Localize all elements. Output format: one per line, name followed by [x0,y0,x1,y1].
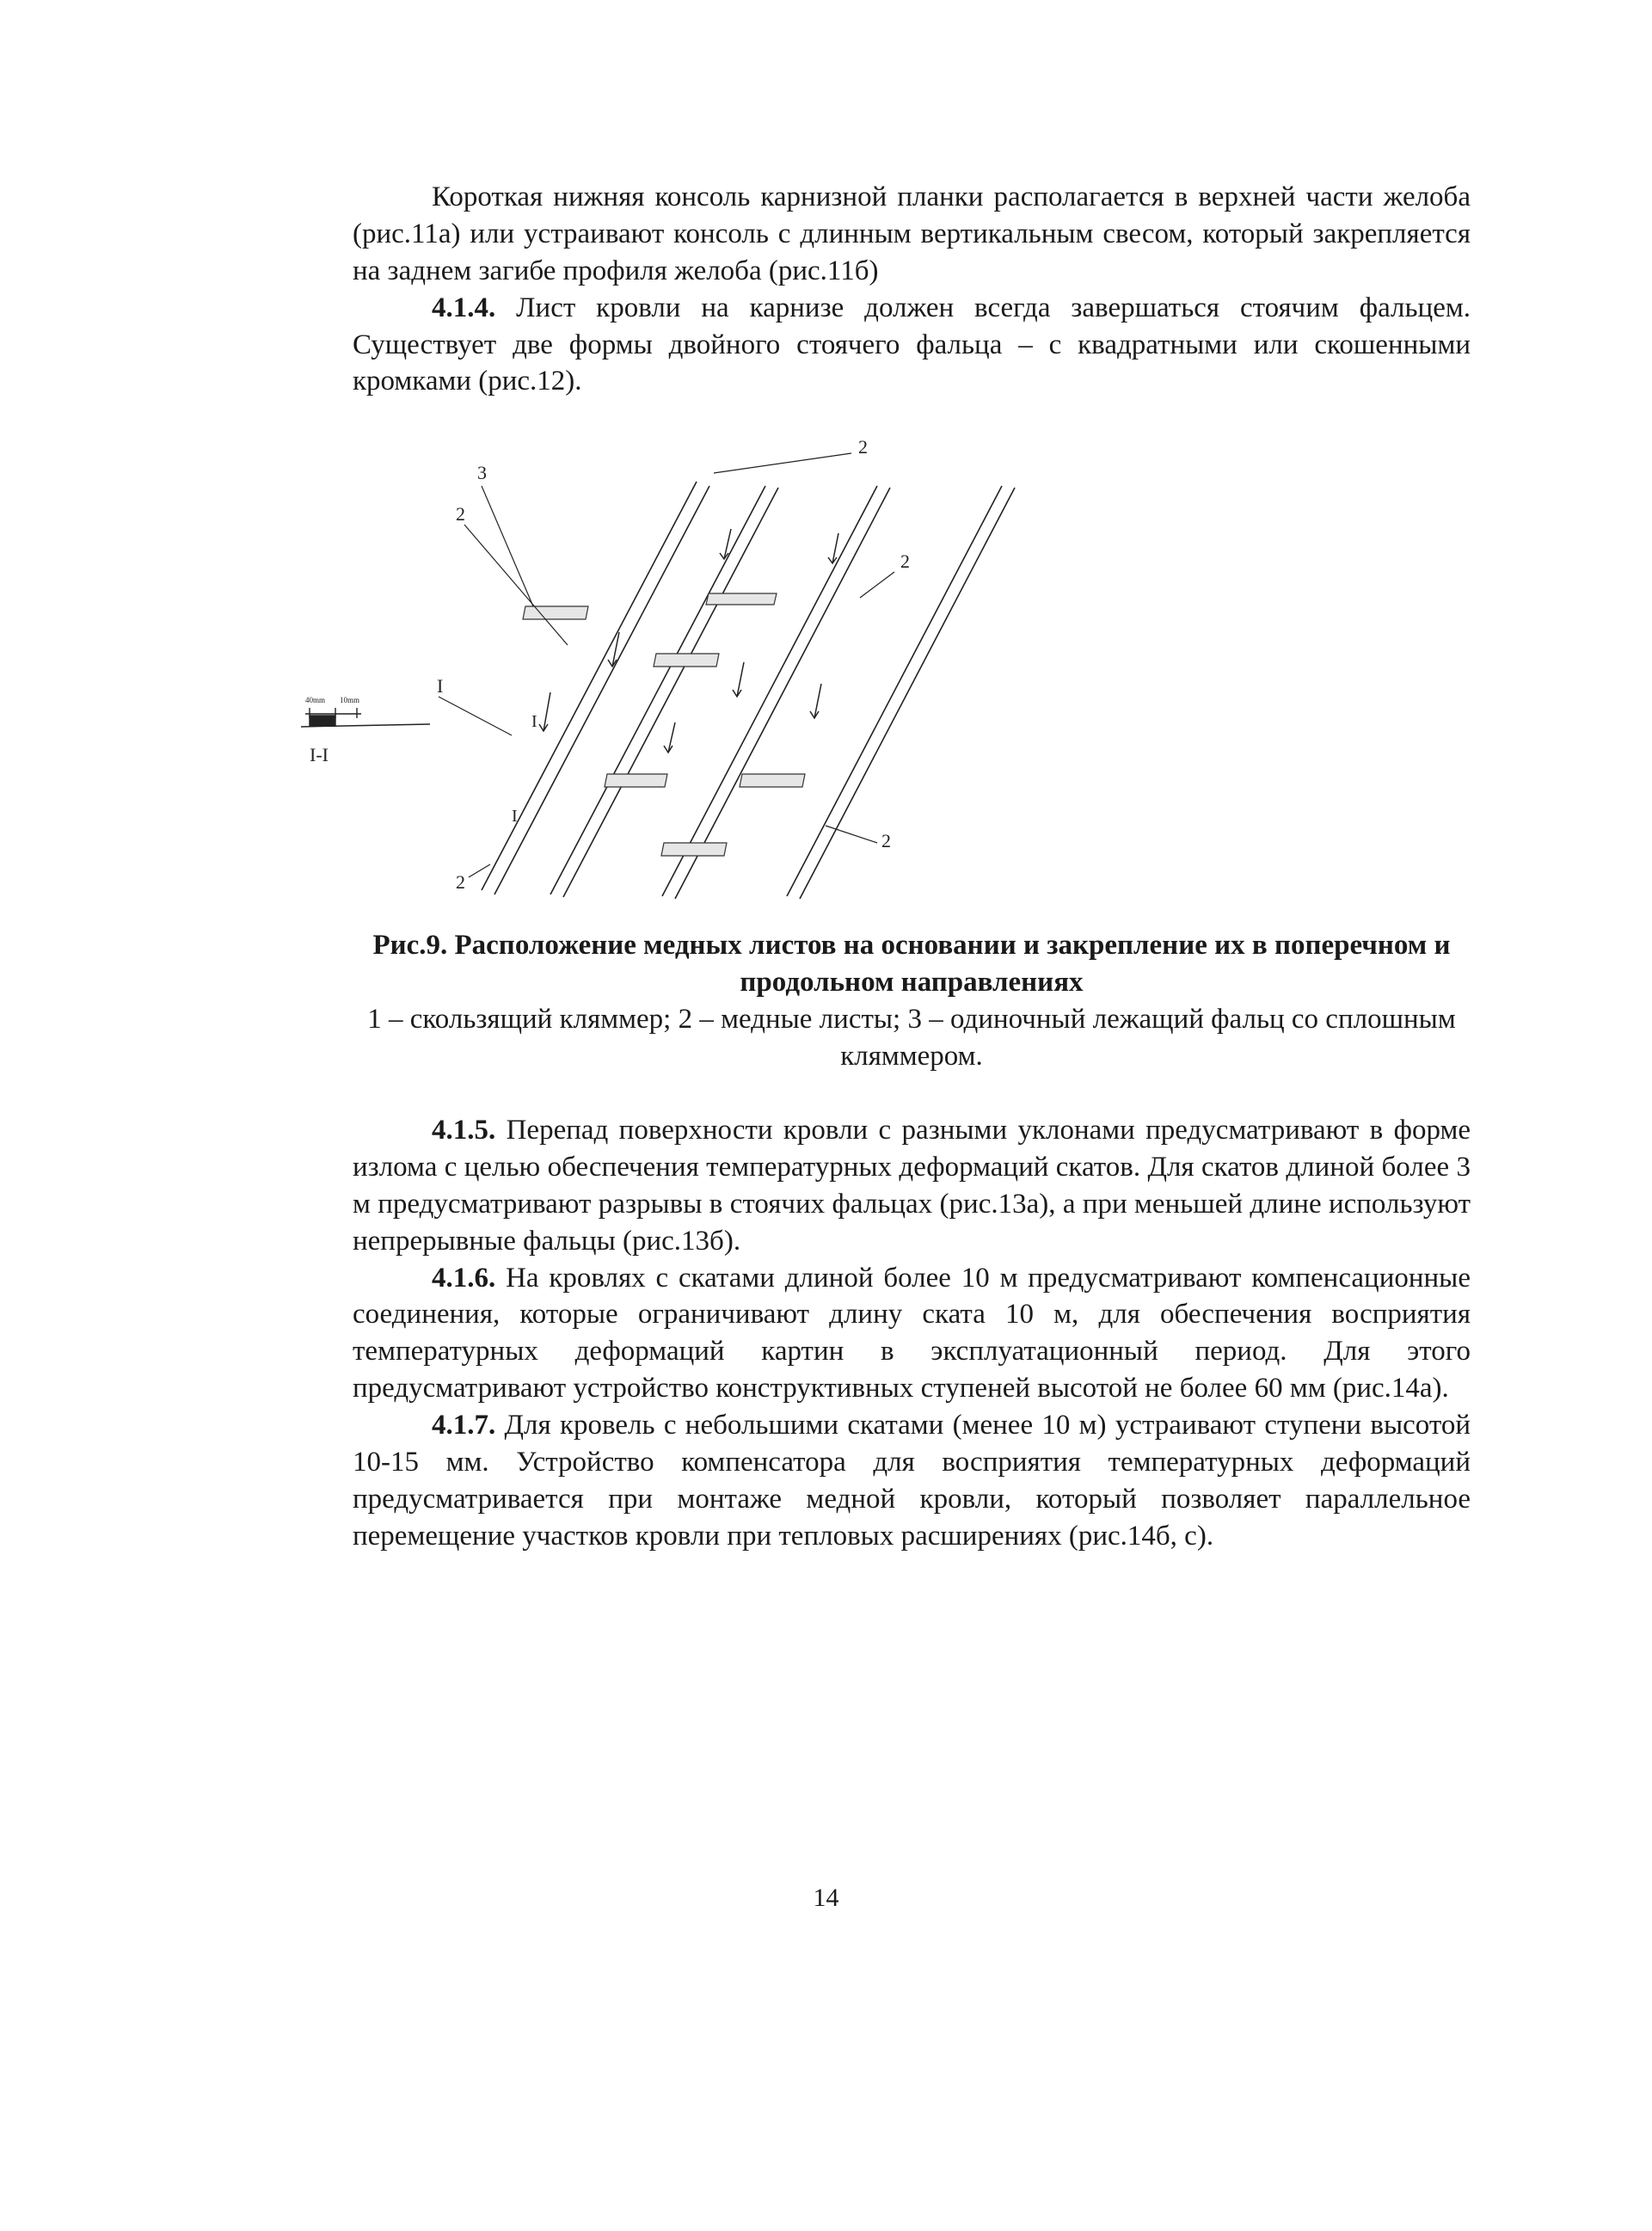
label-2: 2 [858,436,868,458]
copper-sheets-diagram [305,434,1290,903]
paragraph-4-1-6: 4.1.6. На кровлях с скатами длиной более 10 м предусматривают компенсационные соединения, которые ограничивают длину ската 10 м, для обеспечения восприятия температурных деформаций картин в эксплуатационный период. Для этого предусматривают устройство конструктивных ступеней высотой не более 60 мм (рис.14а). [353,1262,1471,1404]
dimension-label: 40mm [305,696,326,704]
label-2: 2 [456,503,465,525]
figure-9 [305,434,1290,903]
label-I: I [531,712,537,731]
label-section: I-I [310,744,329,765]
seam-line [675,488,890,899]
page-number: 14 [813,1884,839,1912]
seam-line [563,488,778,897]
paragraph-4-1-5: 4.1.5. Перепад поверхности кровли с разными уклонами предусматривают в форме излома с целью обеспечения температурных деформаций скатов. Для скатов длиной более 3 м предусматривают разрывы в стоячих фальцах (рис.13а), а при меньшей длине используют непрерывные фальцы (рис.13б). [353,1115,1471,1257]
seam-line [662,486,877,896]
transverse-seams [523,593,805,856]
seam-line [787,486,1002,896]
transverse-seam [654,654,719,667]
label-I: I [437,675,444,697]
seam-line [494,486,709,894]
flow-arrows [539,529,838,753]
dimension-label: 10mm [340,696,360,704]
seam-line [800,488,1015,899]
transverse-seam [605,774,667,787]
label-2: 2 [900,550,910,572]
seam-line [482,482,697,890]
section-number: 4.1.6. [432,1262,496,1294]
text-block-bottom [353,1112,1471,1555]
transverse-seam [706,593,777,605]
label-2: 2 [456,871,465,893]
figure-caption [353,927,1471,1075]
caption-title: Рис.9. Расположение медных листов на основании и закрепление их в поперечном и продольном направлениях [372,930,1451,998]
section-number: 4.1.5. [432,1115,496,1146]
section-number: 4.1.4. [432,292,496,323]
paragraph-4-1-7: 4.1.7. Для кровель с небольшими скатами (менее 10 м) устраивают ступени высотой 10-15 мм. Устройство компенсатора для восприятия температурных деформаций предусматривается при монтаже медной кровли, который позволяет параллельное перемещение участков кровли при тепловых расширениях (рис.14б, с). [353,1410,1471,1552]
label-I: I [512,807,518,826]
label-2: 2 [881,830,891,851]
text-block-top [353,179,1471,400]
transverse-seam [523,606,588,619]
section-detail [301,708,430,727]
transverse-seam [740,774,805,787]
transverse-seam [661,843,727,856]
paragraph-4-1-4: 4.1.4. Лист кровли на карнизе должен всегда завершаться стоячим фальцем. Существует две формы двойного стоячего фальца – с квадратными или скошенными кромками (рис.12). [353,292,1471,397]
caption-legend: 1 – скользящий кляммер; 2 – медные листы; 3 – одиночный лежащий фальц со сплошным кляммером. [367,1003,1456,1072]
section-number: 4.1.7. [432,1410,496,1441]
label-3: 3 [477,462,487,483]
paragraph: Короткая нижняя консоль карнизной планки располагается в верхней части желоба (рис.11а) или устраивают консоль с длинным вертикальным свесом, который закрепляется на заднем загибе профиля желоба (рис.11б) [353,181,1471,286]
